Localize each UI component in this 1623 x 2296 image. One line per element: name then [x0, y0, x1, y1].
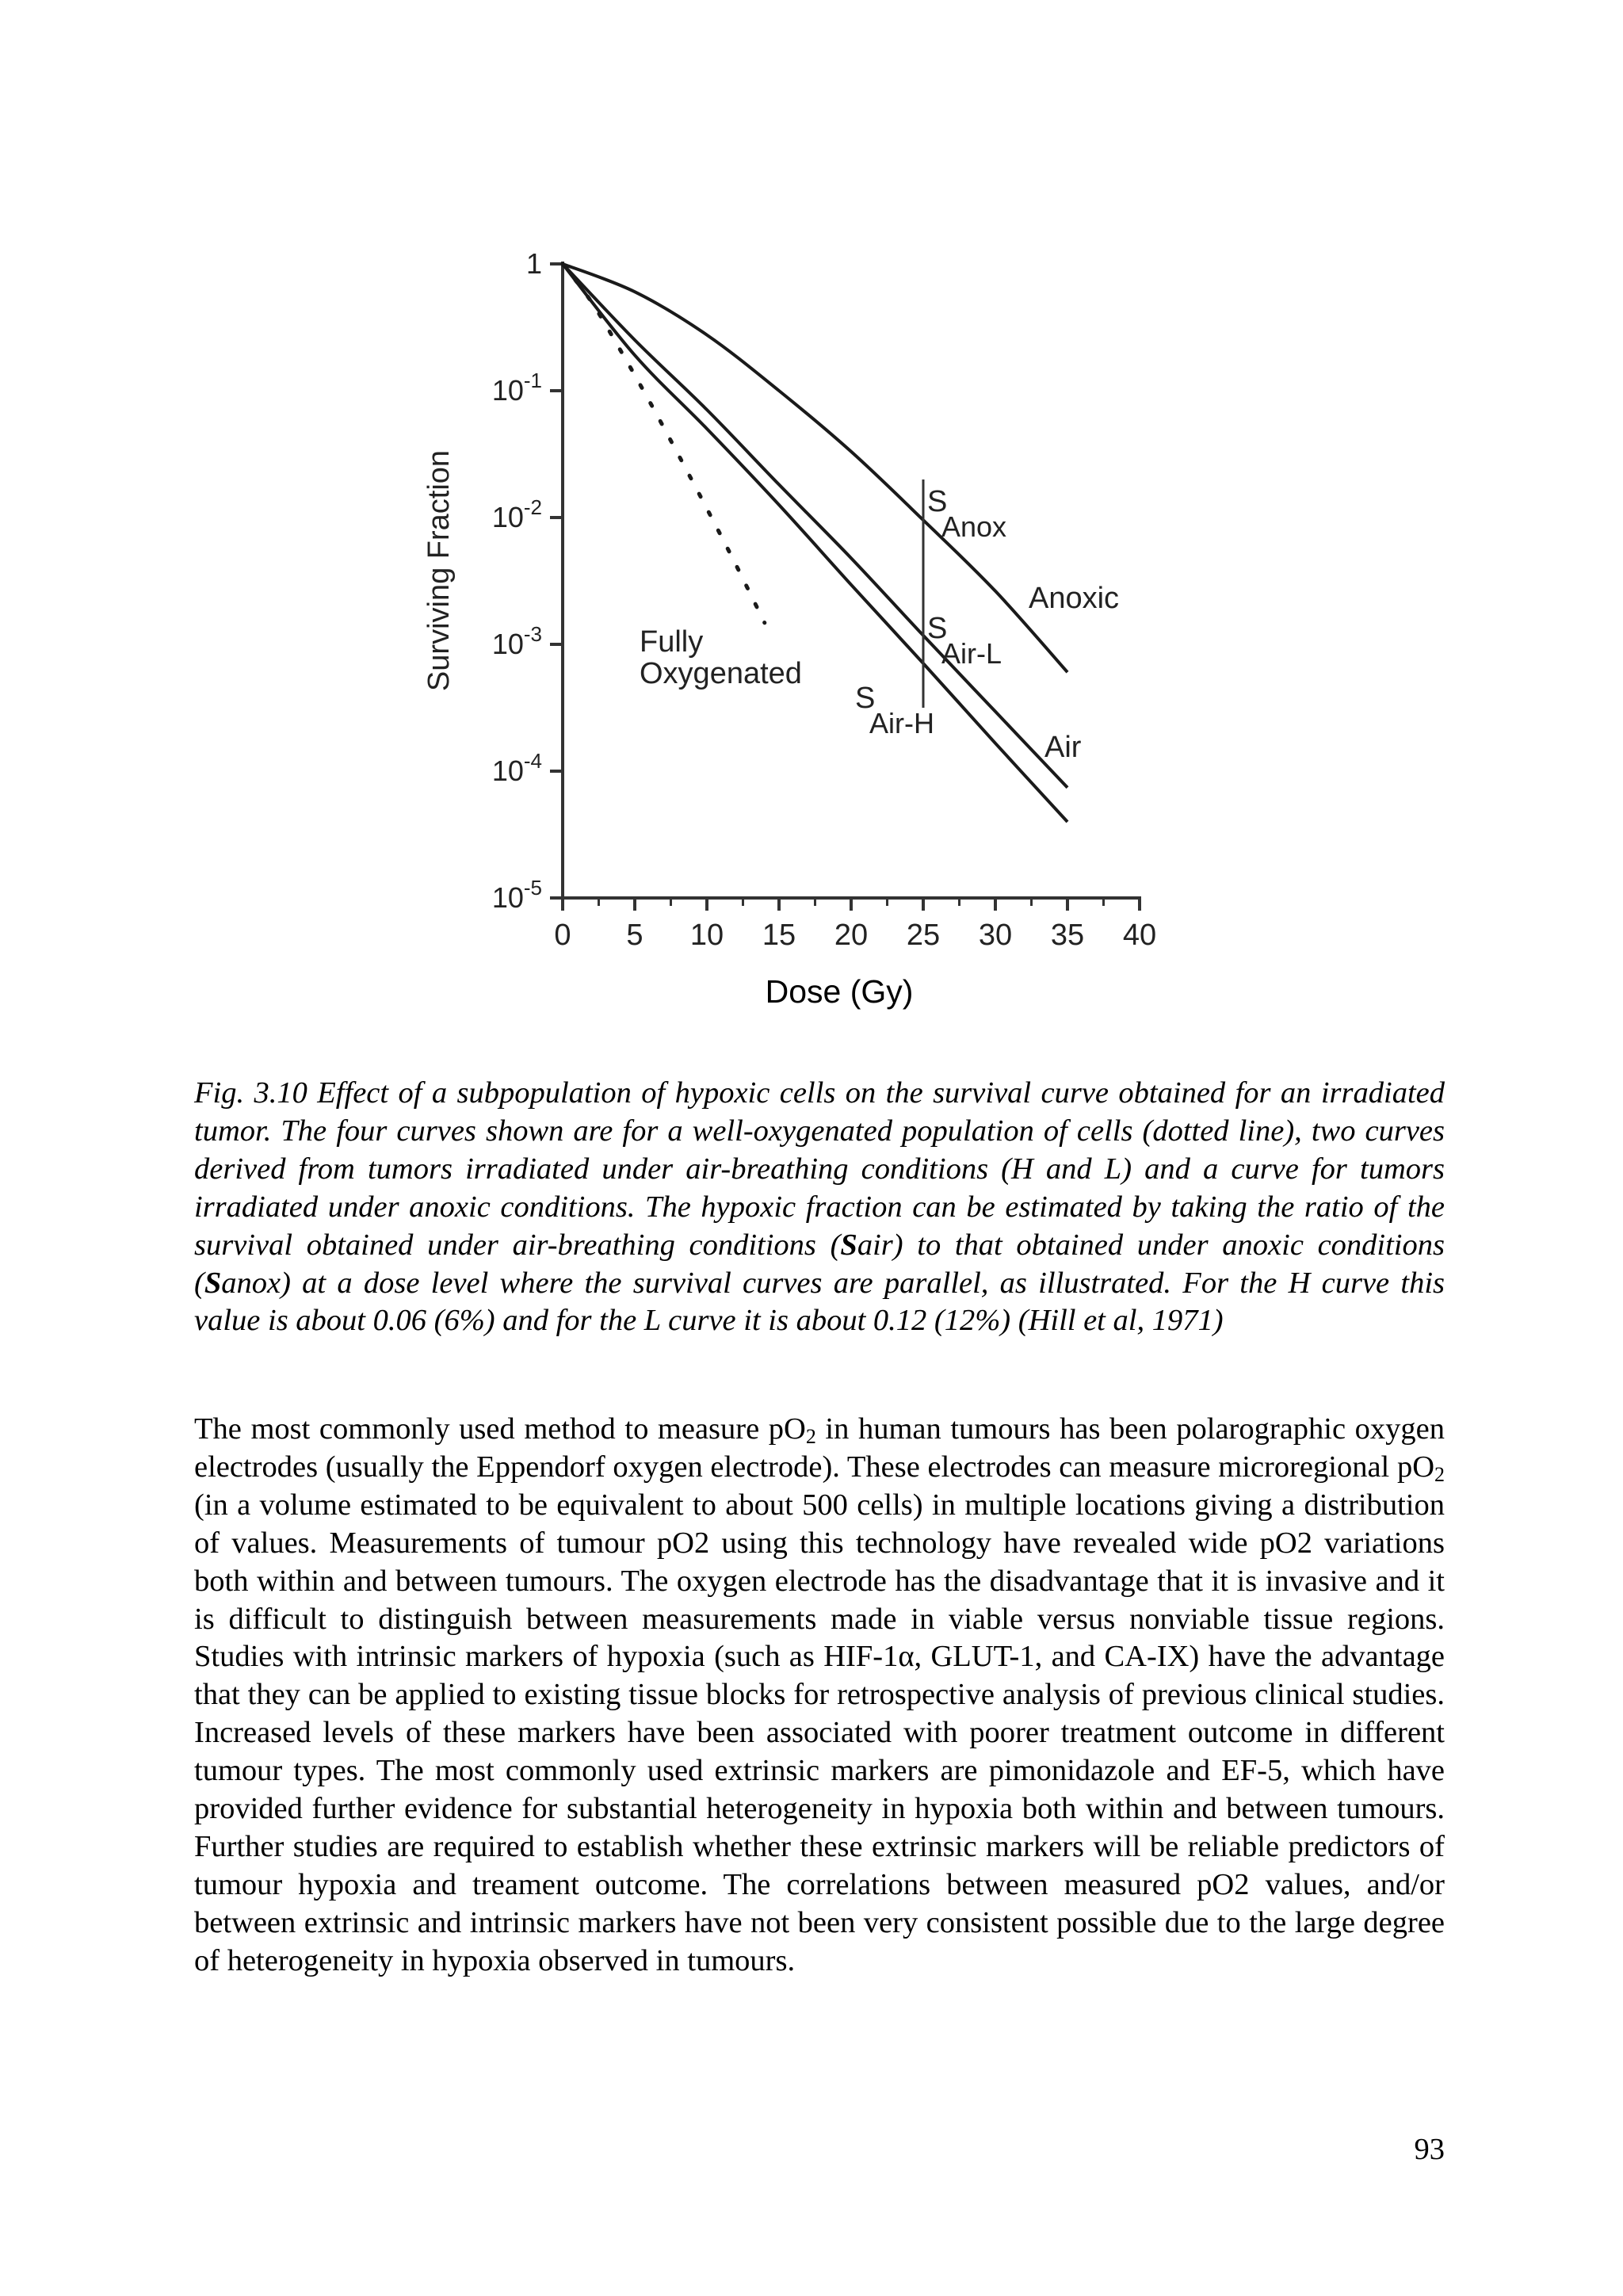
annotation-s-air-h: S Air-H	[855, 682, 934, 739]
annotation-s-anox: S Anox	[927, 485, 1007, 543]
label-anoxic: Anoxic	[1029, 582, 1120, 615]
label-fully-oxygenated: Fully Oxygenated	[640, 625, 802, 690]
x-axis-title: Dose (Gy)	[765, 973, 914, 1010]
x-tick-label-7: 35	[1050, 919, 1085, 952]
curve-air-h	[563, 264, 1067, 822]
label-air: Air	[1044, 731, 1082, 764]
x-tick-label-5: 25	[906, 919, 941, 952]
x-tick-label-2: 10	[689, 919, 724, 952]
curve-fully-oxygenated	[563, 264, 765, 623]
y-tick-label-5: $10^{-5}$	[491, 876, 542, 914]
curve-anoxic	[563, 264, 1067, 672]
y-tick-label-3: $10^{-3}$	[491, 622, 542, 660]
x-tick-label-4: 20	[834, 919, 869, 952]
survival-curve-figure	[0, 0, 1623, 1030]
annotation-s-air-l: S Air-L	[927, 612, 1002, 670]
y-tick-label-2: $10^{-2}$	[491, 495, 542, 533]
x-tick-label-1: 5	[626, 919, 643, 952]
survival-curves	[563, 264, 1067, 822]
y-tick-label-0: 1	[525, 247, 542, 280]
page-number: 93	[1414, 2133, 1445, 2166]
x-tick-label-0: 0	[554, 919, 571, 952]
x-tick-label-8: 40	[1122, 919, 1157, 952]
y-axis-title: Surviving Fraction	[422, 449, 456, 692]
y-tick-label-1: $10^{-1}$	[491, 369, 542, 407]
x-axis-ticks	[554, 898, 1156, 952]
body-paragraph: The most commonly used method to measure $pO_2$ in human tumours has been polarographic oxygen electrodes (usually the Eppendorf oxygen electrode). These electrodes can measure microregional $pO_2$ (in a volume estimated to be equivalent to about 500 cells) in multiple locations giving a distribution of values. Measurements of tumour pO2 using this technology have revealed wide pO2 variations both within and between tumours. The oxygen electrode has the disadvantage that it is invasive and it is difficult to distinguish between measurements made in viable versus nonviable tissue regions. Studies with intrinsic markers of hypoxia (such as HIF-1α, GLUT-1, and CA-IX) have the advantage that they can be applied to existing tissue blocks for retrospective analysis of previous clinical studies. Increased levels of these markers have been associated with poorer treatment outcome in different tumour types. The most commonly used extrinsic markers are pimonidazole and EF-5, which have provided further evidence for substantial heterogeneity in hypoxia both within and between tumours. Further studies are required to establish whether these extrinsic markers will be reliable predictors of tumour hypoxia and treament outcome. The correlations between measured pO2 values, and/or between extrinsic and intrinsic markers have not been very consistent possible due to the large degree of heterogeneity in hypoxia observed in tumours.	[194, 1412, 1445, 1977]
x-tick-label-3: 15	[762, 919, 796, 952]
chart-axes	[561, 262, 1141, 898]
figure-caption: Fig. 3.10 Effect of a subpopulation of hypoxic cells on the survival curve obtained for an irradiated tumor. The four curves shown are for a well-oxygenated population of cells (dotted line), two curves derived from tumors irradiated under air-breathing conditions (H and L) and a curve for tumors irradiated under anoxic conditions. The hypoxic fraction can be estimated by taking the ratio of the survival obtained under air-breathing conditions (Sair) to that obtained under anoxic conditions (Sanox) at a dose level where the survival curves are parallel, as illustrated. For the H curve this value is about 0.06 (6%) and for the L curve it is about 0.12 (12%) (Hill et al, 1971)	[194, 1076, 1445, 1338]
y-tick-label-4: $10^{-4}$	[491, 749, 542, 787]
y-axis-ticks	[492, 247, 564, 914]
x-tick-label-6: 30	[978, 919, 1013, 952]
